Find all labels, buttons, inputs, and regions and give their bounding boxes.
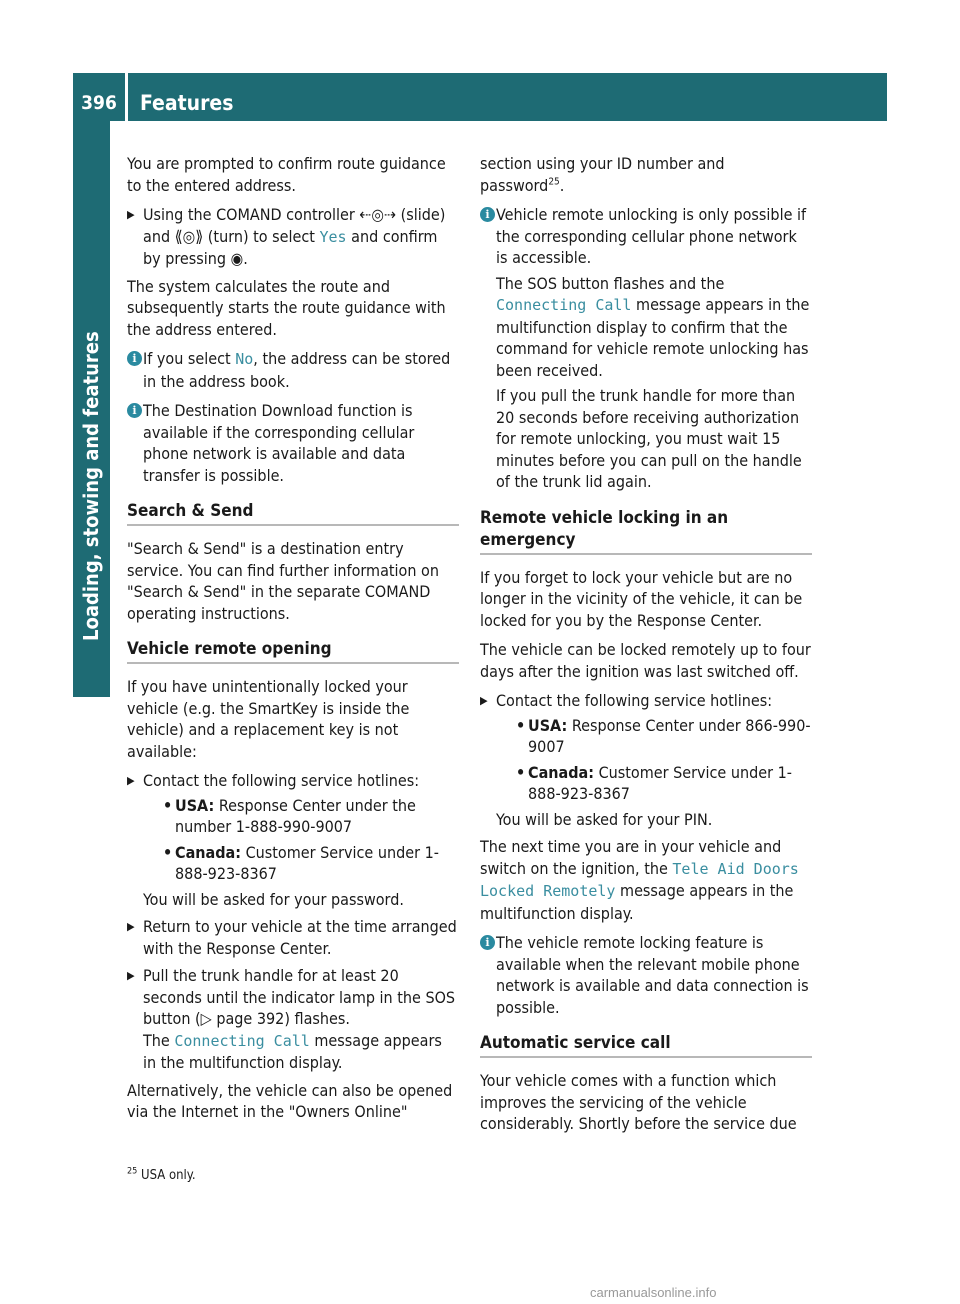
info-note-no: i If you select No, the address can be stored in the address book.: [127, 348, 459, 392]
next-time-text: The next time you are in your vehicle and switch on the ignition, the Tele Aid Doors Locked Remotely message appears in the multifunction display.: [480, 837, 799, 923]
left-column: [127, 153, 459, 1131]
step-return: ▶ Return to your vehicle at the time arranged with the Response Center.: [127, 917, 457, 958]
step-select-yes: ▶ Using the COMAND controller ⇠◎⇢ (slide) and ⟪◎⟫ (turn) to select Yes and confirm by pressing ◉.: [127, 205, 446, 268]
info-icon: i: [127, 403, 142, 418]
list-item-canada: • Canada: Customer Service under 1-888-923-8367: [163, 842, 439, 883]
info-icon: i: [127, 351, 142, 366]
step-arrow-icon: ▶: [127, 920, 135, 933]
remote-locking-text-2: The vehicle can be locked remotely up to four days after the ignition was last switched off.: [480, 640, 811, 681]
display-text-tele-aid: Tele Aid Doors Locked Remotely: [480, 859, 799, 900]
display-text-connecting-call: Connecting Call: [174, 1031, 310, 1050]
heading-service-call: Automatic service call: [480, 1032, 812, 1058]
pin-note: You will be asked for your PIN.: [496, 809, 713, 829]
intro-text: You are prompted to confirm route guidance to the entered address.: [127, 154, 446, 195]
step-arrow-icon: ▶: [127, 969, 135, 982]
info-note-download: i The Destination Download function is available if the corresponding cellular phone network is available and data transfer is possible.: [127, 400, 459, 486]
page-reference[interactable]: ▷ page 392: [200, 1009, 285, 1028]
step-arrow-icon: ▶: [127, 208, 135, 221]
remote-locking-text-1: If you forget to lock your vehicle but are no longer in the vicinity of the vehicle, it can be locked for you by the Response Center.: [480, 567, 803, 630]
step-pull-handle: ▶ Pull the trunk handle for at least 20 seconds until the indicator lamp in the SOS button (▷ page 392) flashes. The Connecting Call message appears in the multifunction display.: [127, 966, 456, 1072]
section-title: Features: [140, 91, 234, 115]
step-arrow-icon: ▶: [480, 694, 488, 707]
info-note-unlock: i Vehicle remote unlocking is only possible if the corresponding cellular phone network is accessible. The SOS button flashes and the Connecting Call message appears in the multifunction display to confirm that the command for vehicle remote unlocking has been received. If you pull the trunk handle for more than 20 seconds before receiving authorization for remote unlocking, you must wait 15 minutes before you can pull on the handle of the trunk lid again.: [480, 204, 812, 493]
controller-slide-icon: ⇠◎⇢: [359, 205, 397, 224]
controller-turn-icon: ⟪◎⟫: [174, 226, 204, 246]
info-icon: i: [480, 935, 495, 950]
list-item-canada: • Canada: Customer Service under 1-888-923-8367: [516, 762, 792, 803]
page-number: 396: [81, 92, 117, 114]
alternatively-text: Alternatively, the vehicle can also be opened via the Internet in the "Owners Online": [127, 1080, 453, 1121]
chapter-tab: [73, 648, 110, 696]
info-note-lock: i The vehicle remote locking feature is available when the relevant mobile phone network is available and data connection is possible.: [480, 932, 812, 1018]
step-contact-hotlines-lock: ▶ Contact the following service hotlines: • USA: Response Center under 866-990-9007 • Canada: Customer Service under 1-888-923-8367 You will be asked for your PIN.: [480, 691, 811, 829]
display-text-yes: Yes: [319, 227, 347, 246]
info-icon: i: [480, 207, 495, 222]
list-item-usa: • USA: Response Center under the number 1-888-990-9007: [163, 795, 416, 836]
display-text-connecting-call: Connecting Call: [496, 296, 632, 314]
service-call-text: Your vehicle comes with a function which improves the servicing of the vehicle considerably. Shortly before the service due: [480, 1071, 797, 1133]
header-separator: [125, 73, 128, 121]
search-send-text: "Search & Send" is a destination entry service. You can find further information on "Search & Send" in the separate COMAND operating instructions.: [127, 539, 439, 623]
heading-remote-locking: Remote vehicle locking in an emergency: [480, 507, 812, 555]
heading-search-send: Search & Send: [127, 500, 459, 526]
footnote: $^{25}$ USA only.: [127, 1166, 196, 1183]
step-arrow-icon: ▶: [127, 774, 135, 787]
chapter-title: Loading, stowing and features: [79, 331, 103, 641]
step-contact-hotlines: ▶ Contact the following service hotlines: • USA: Response Center under the number 1-888-990-9007 • Canada: Customer Service under 1-888-923-8367 You will be asked for your password.: [127, 770, 459, 910]
controller-press-icon: ◉: [230, 249, 244, 268]
calc-text: The system calculates the route and subsequently starts the route guidance with the address entered.: [127, 276, 446, 339]
right-column: [480, 153, 812, 1143]
heading-remote-opening: Vehicle remote opening: [127, 638, 459, 664]
display-text-no: No: [235, 350, 254, 368]
watermark: carmanualsonline.info: [590, 1285, 717, 1300]
password-note: You will be asked for your password.: [143, 889, 404, 909]
list-item-usa: • USA: Response Center under 866-990-9007: [516, 715, 811, 756]
continuation-text: section using your ID number and password$^{25}$.: [480, 154, 725, 195]
remote-opening-intro: If you have unintentionally locked your vehicle (e.g. the SmartKey is inside the vehicle) and a replacement key is not available:: [127, 677, 410, 761]
footnote-ref: 25: [548, 176, 560, 188]
